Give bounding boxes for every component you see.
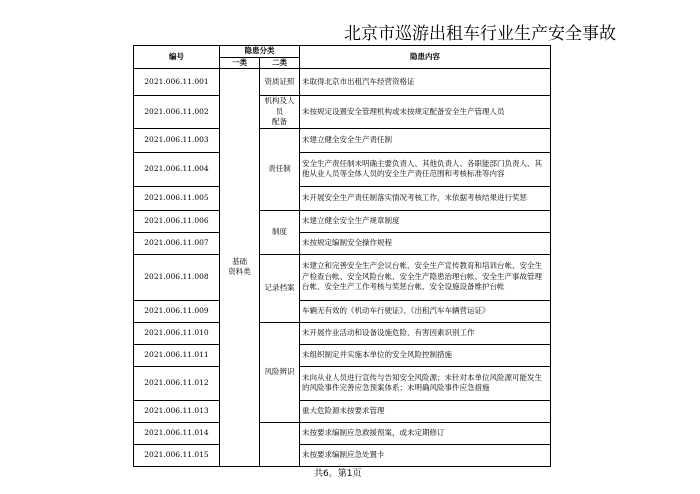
cat2-cell: 风险辨识 [260,322,300,422]
row-code: 2021.006.11.007 [134,232,220,254]
row-content: 未按规定设置安全管理机构或未按规定配备安全生产管理人员 [300,96,551,129]
row-code: 2021.006.11.012 [134,366,220,400]
row-content: 重大危险源未按要求管理 [300,400,551,422]
page-title: 北京市巡游出租车行业生产安全事故 [344,24,616,44]
header-cat1: 一类 [220,57,260,69]
row-code: 2021.006.11.006 [134,210,220,232]
row-code: 2021.006.11.014 [134,422,220,444]
row-code: 2021.006.11.002 [134,96,220,129]
row-content: 未开展作业活动和设备设施危险、有害因素识别工作 [300,322,551,344]
hazard-table [133,45,551,467]
row-content: 未向从业人员进行宣传与告知安全风险源；未针对本单位风险源可能发生的风险事件完善应急预案体系；未明确风险事件应急措施 [300,366,551,400]
page-footer: 共6。第1页 [314,469,362,479]
header-category-group: 隐患分类 [220,46,300,58]
header-code: 编号 [134,46,220,69]
row-code: 2021.006.11.010 [134,322,220,344]
cat2-cell: 记录档案 [260,254,300,322]
row-code: 2021.006.11.015 [134,444,220,466]
row-content: 安全生产责任制未明确主要负责人、其他负责人、各职能部门负责人、其他从业人员等全体人员的安全生产责任范围和考核标准等内容 [300,152,551,186]
row-content: 未建立健全安全生产责任制 [300,128,551,152]
row-code: 2021.006.11.001 [134,69,220,96]
row-code: 2021.006.11.011 [134,344,220,366]
cat2-cell: 制度 [260,210,300,254]
row-content: 未按要求编制应急救援预案，或未定期修订 [300,422,551,444]
cat1-cell: 基础 资料类 [220,69,260,467]
row-content: 未组织制定并实施本单位的安全风险控制措施 [300,344,551,366]
cat2-cell-empty [260,422,300,466]
row-content: 未建立和完善安全生产会议台帐、安全生产宣传教育和培训台帐、安全生产检查台帐、安全风险台帐、安全生产隐患治理台帐、安全生产事故管理台帐、安全生产工作考核与奖惩台帐、安全设施设备维护台帐 [300,254,551,300]
row-content: 未按要求编制应急处置卡 [300,444,551,466]
row-content: 未取得北京市出租汽车经营资格证 [300,69,551,96]
row-content: 未建立健全安全生产规章制度 [300,210,551,232]
row-content: 未按规定编制安全操作规程 [300,232,551,254]
row-content: 车辆无有效的《机动车行驶证》、《出租汽车车辆营运证》 [300,300,551,322]
header-cat2: 二类 [260,57,300,69]
row-content: 未开展安全生产责任制落实情况考核工作，未依据考核结果进行奖惩 [300,186,551,210]
row-code: 2021.006.11.013 [134,400,220,422]
row-code: 2021.006.11.004 [134,152,220,186]
cat2-cell: 资质证照 [260,69,300,96]
row-code: 2021.006.11.009 [134,300,220,322]
row-code: 2021.006.11.005 [134,186,220,210]
cat2-cell: 责任制 [260,128,300,210]
row-code: 2021.006.11.003 [134,128,220,152]
row-code: 2021.006.11.008 [134,254,220,300]
cat2-cell: 机构及人员 配备 [260,96,300,129]
header-content: 隐患内容 [300,46,551,69]
